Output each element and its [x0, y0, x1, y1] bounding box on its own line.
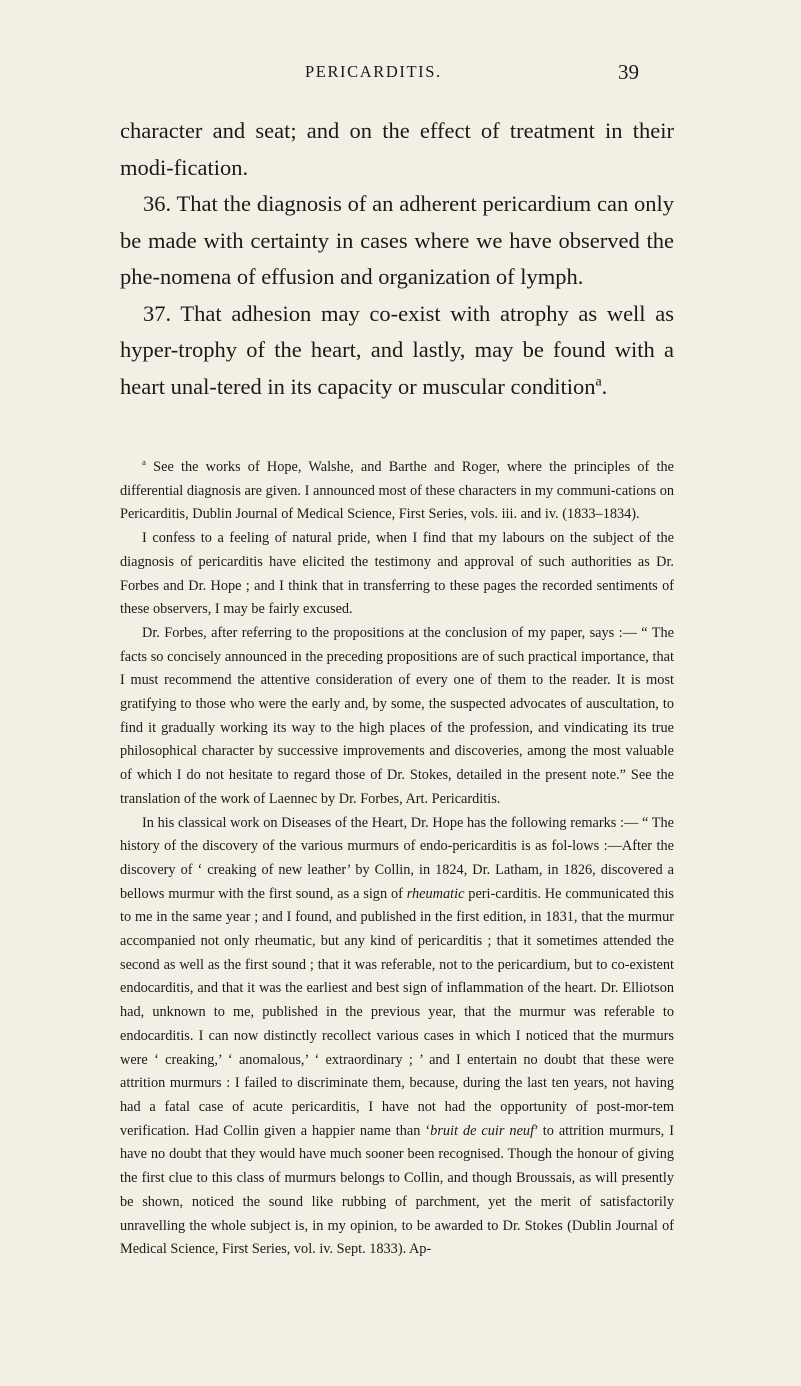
footnote-marker: a [142, 457, 146, 468]
footnote [120, 456, 674, 1262]
proposition-36 [120, 186, 674, 296]
footnote-paragraph [120, 812, 674, 1262]
footnote-text: ’ to attrition murmurs, I have no doubt that they would have much sooner been recognised. Though the honour of giving the first clue to this class of murmurs belongs to Collin, and though Broussais, as will presently be shown, noticed the sound like rubbing of parchment, yet the merit of satisfactorily unravelling the whole subject is, in my opinion, to be awarded to Dr. Stokes (Dublin Journal of Medical Science, First Series, vol. iv. Sept. 1833). Ap- [120, 1122, 674, 1258]
footnote-text: Dr. Forbes, after referring to the propositions at the conclusion of my paper, says :— “ The facts so concisely announced in the preceding propositions are of such practical importance, that I must recommend the attentive consideration of every one of them to the reader. It is most gratifying to those who were the early and, by some, the suspected advocates of auscultation, to find it gradually working its way to the high places of the profession, and vindicating its true philosophical character by successive improvements and discoveries, among the most valuable of which I do not hesitate to regard those of Dr. Stokes, detailed in the present note.” See the translation of the work of Laennec by Dr. Forbes, Art. Pericarditis. [120, 624, 674, 807]
footnote-paragraph [120, 622, 674, 812]
running-head [0, 60, 801, 88]
footnote-text: peri-carditis. He communicated this to me in the same year ; and I found, and published in the first edition, in 1831, that the murmur accompanied not only rheumatic, but any kind of pericarditis ; that it sometimes attended the second as well as the first sound ; that it was referable, not to the pericardium, but to co-existent endocarditis, and that it was the earliest and best sign of inflammation of the heart. Dr. Elliotson had, unknown to me, published in the previous year, that the murmur was referable to endocarditis. I can now distinctly recollect various cases in which I noticed that the murmurs were ‘ creaking,’ ‘ anomalous,’ ‘ extraordinary ; ’ and I entertain no doubt that these were attrition murmurs : I failed to discriminate them, because, during the last ten years, not having had a fatal case of acute pericarditis, I have not had the opportunity of post-mor-tem verification. Had Collin given a happier name than ‘ [120, 885, 674, 1139]
main-text [120, 113, 674, 405]
page-number: 39 [618, 60, 639, 84]
footnote-text: See the works of Hope, Walshe, and Barthe and Roger, where the principles of the differential diagnosis are given. I announced most of these characters in my communi-cations on Pericarditis, Dublin Journal of Medical Science, First Series, vols. iii. and iv. (1833–1834). [120, 459, 674, 523]
footnote-reference: a [595, 374, 602, 389]
paragraph-continuation [120, 113, 674, 186]
running-title: PERICARDITIS. [305, 62, 442, 81]
footnote-text: In his classical work on Diseases of the Heart, Dr. Hope has the following remarks :— “ The history of the discovery of the various murmurs of endo-pericarditis is as fol-lows :—After the discovery of ‘ creaking of new leather’ by Collin, in 1824, Dr. Latham, in 1826, discovered a bellows murmur with the first sound, as a sign of [120, 814, 674, 902]
footnote-paragraph [120, 527, 674, 622]
proposition-37: 37. That adhesion may co-exist with atrophy as well as hyper-trophy of the heart, and lastly, may be found with a heart unal-tered in its capacity or muscular condition$^a$. [120, 300, 674, 399]
paragraph-text: 37. That adhesion may co-exist with atrophy as well as hyper-trophy of the heart, and lastly, may be found with a heart unal-tered in its capacity or muscular condition [120, 300, 674, 399]
paragraph-text: 36. That the diagnosis of an adherent pericardium can only be made with certainty in cases where we have observed the phe-nomena of effusion and organization of lymph. [120, 191, 674, 289]
footnote-text: I confess to a feeling of natural pride, when I find that my labours on the subject of the diagnosis of pericarditis have elicited the testimony and approval of such authorities as Dr. Forbes and Dr. Hope ; and I think that in transferring to these pages the recorded sentiments of these observers, I may be fairly excused. [120, 530, 674, 618]
footnote-italic-term: rheumatic [406, 885, 465, 902]
paragraph-text: character and seat; and on the effect of treatment in their modi-fication. [120, 118, 674, 180]
footnote-paragraph [120, 456, 674, 527]
footnote-italic-term: bruit de cuir neuf [430, 1122, 535, 1139]
